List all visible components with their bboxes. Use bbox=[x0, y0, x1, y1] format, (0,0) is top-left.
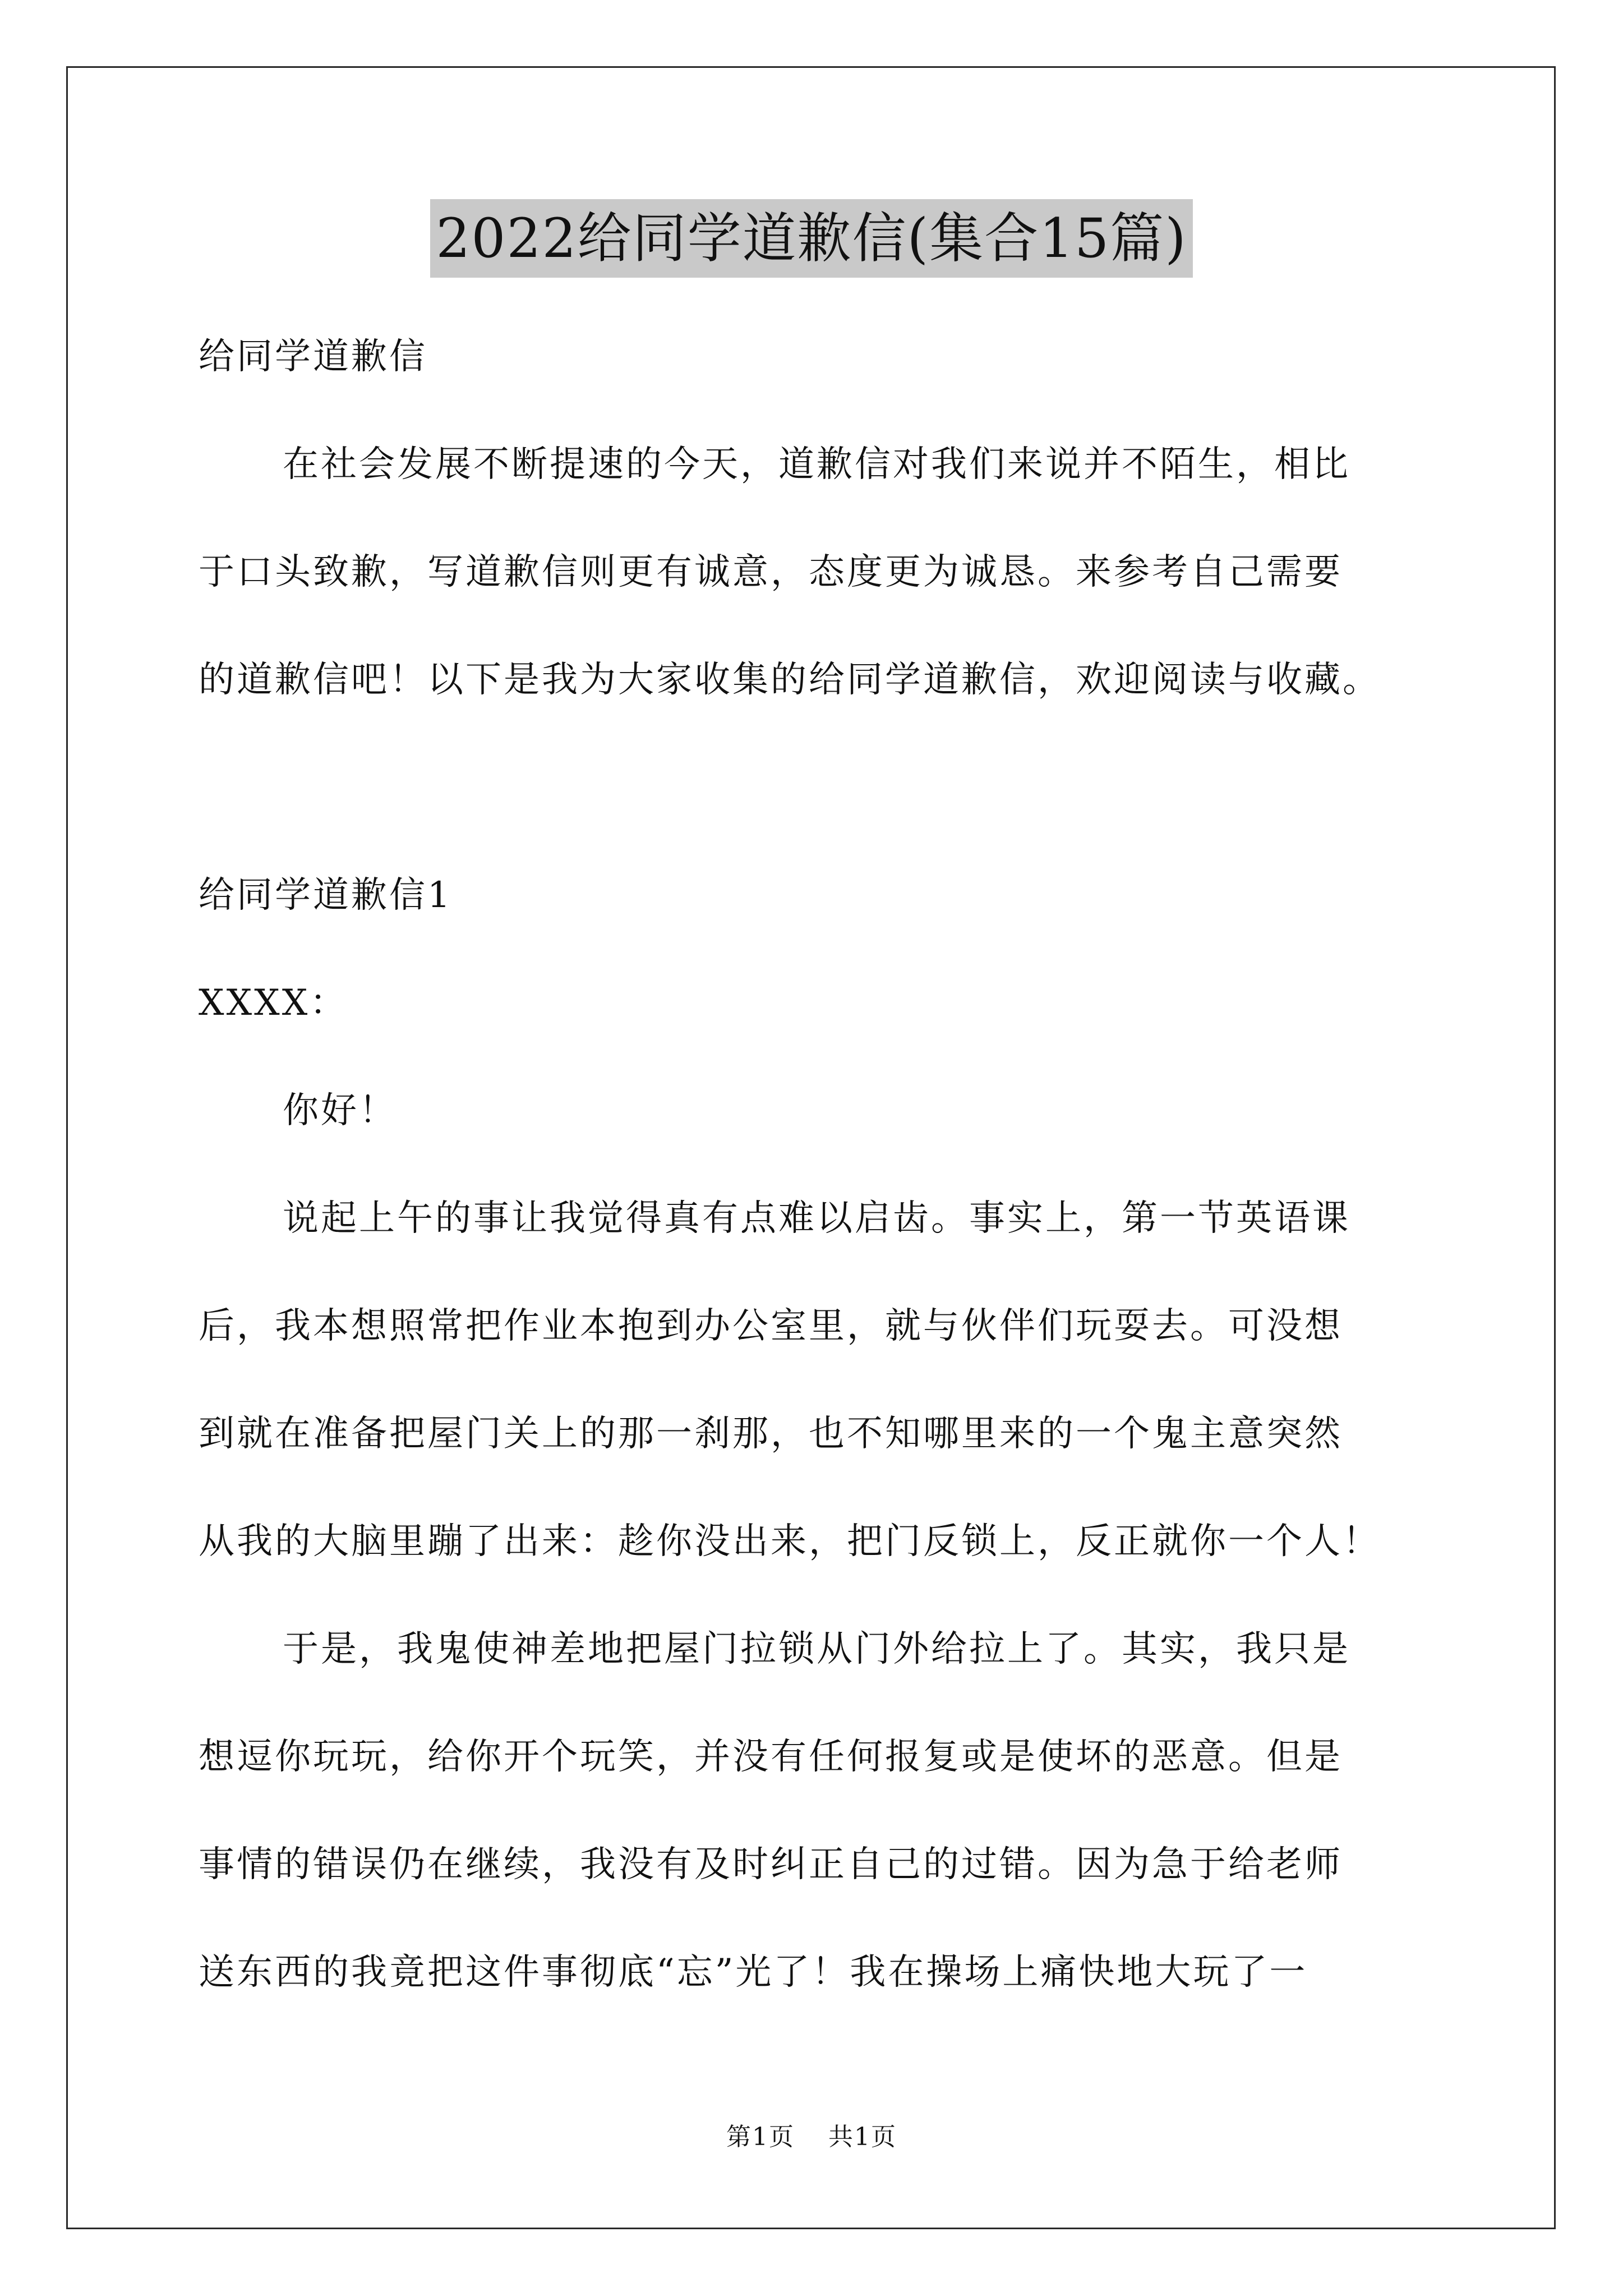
paragraph-line: 后，我本想照常把作业本抱到办公室里，就与伙伴们玩耍去。可没想 bbox=[199, 1305, 1343, 1347]
title-container bbox=[0, 199, 1623, 278]
section-heading: 给同学道歉信 bbox=[199, 336, 427, 378]
letter-greeting: 你好！ bbox=[283, 1090, 397, 1131]
page-number-total: 共1页 bbox=[828, 2123, 897, 2151]
paragraph-gap bbox=[199, 734, 1432, 841]
paragraph-line: 在社会发展不断提速的今天，道歉信对我们来说并不陌生，相比 bbox=[283, 444, 1350, 485]
paragraph-line: 说起上午的事让我觉得真有点难以启齿。事实上，第一节英语课 bbox=[283, 1198, 1350, 1239]
paragraph-line: 的道歉信吧！以下是我为大家收集的给同学道歉信，欢迎阅读与收藏。 bbox=[199, 659, 1381, 701]
paragraph-line: 从我的大脑里蹦了出来：趁你没出来，把门反锁上，反正就你一个人！ bbox=[199, 1521, 1381, 1562]
document-body bbox=[199, 303, 1432, 2026]
paragraph-line: 于口头致歉，写道歉信则更有诚意，态度更为诚恳。来参考自己需要 bbox=[199, 551, 1343, 593]
section-heading: 给同学道歉信1 bbox=[199, 875, 453, 916]
document-title: 2022给同学道歉信(集合15篇) bbox=[430, 199, 1192, 278]
paragraph-line: 到就在准备把屋门关上的那一刹那，也不知哪里来的一个鬼主意突然 bbox=[199, 1413, 1343, 1455]
paragraph-line: 于是，我鬼使神差地把屋门拉锁从门外给拉上了。其实，我只是 bbox=[283, 1628, 1350, 1670]
paragraph-line: 送东西的我竟把这件事彻底“忘”光了！我在操场上痛快地大玩了一 bbox=[199, 1952, 1308, 1993]
page-footer bbox=[0, 2120, 1623, 2154]
letter-salutation: XXXX： bbox=[199, 982, 348, 1024]
paragraph-line: 想逗你玩玩，给你开个玩笑，并没有任何报复或是使坏的恶意。但是 bbox=[199, 1736, 1343, 1778]
paragraph-line: 事情的错误仍在继续，我没有及时纠正自己的过错。因为急于给老师 bbox=[199, 1844, 1343, 1885]
page-number-current: 第1页 bbox=[726, 2123, 795, 2151]
